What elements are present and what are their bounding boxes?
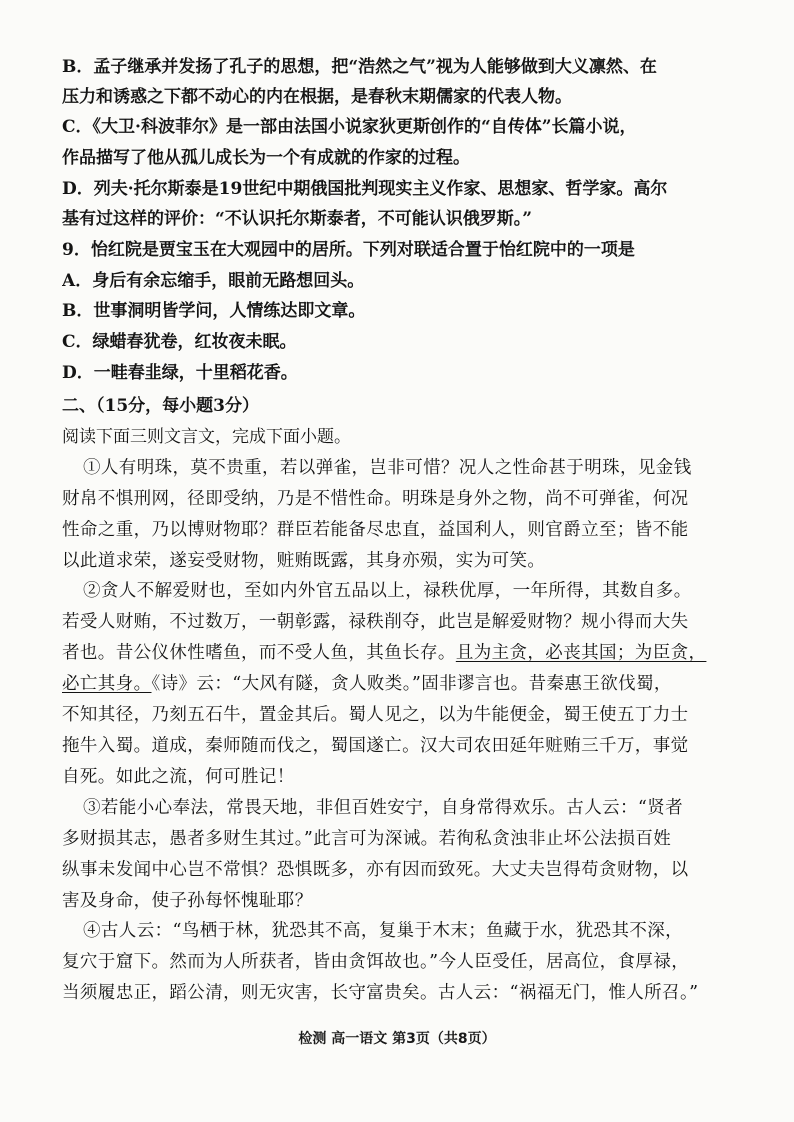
passage-p4-line1: ④古人云：“鸟栖于林，犹恐其不高，复巢于木末；鱼藏于水，犹恐其不深， (83, 921, 684, 941)
q8-option-d-line1: D．列夫·托尔斯泰是19世纪中期俄国批判现实主义作家、思想家、哲学家。高尔 (62, 179, 668, 199)
passage-p2-line3-text: 者也。昔公仪休性嗜鱼，而不受人鱼，其鱼长存。 (62, 643, 456, 663)
q8-option-d-line2: 基有过这样的评价：“不认识托尔斯泰者，不可能认识俄罗斯。” (62, 209, 533, 229)
passage-p1-line3: 性命之重，乃以博财物耶？群臣若能备尽忠直，益国利人，则官爵立至；皆不能 (62, 520, 689, 540)
passage-p1-line4: 以此道求荣，遂妄受财物，赃贿既露，其身亦殒，实为可笑。 (62, 551, 546, 571)
section-instruction: 阅读下面三则文言文，完成下面小题。 (62, 427, 351, 447)
passage-p3-line1: ③若能小心奉法，常畏天地，非但百姓安宁，自身常得欢乐。古人云：“贤者 (83, 798, 684, 818)
passage-p2-line5: 不知其径，乃刻五石牛，置金其后。蜀人见之，以为牛能便金，蜀王使五丁力士 (62, 705, 689, 725)
passage-p2-line2: 若受人财贿，不过数万，一朝彰露，禄秩削夺，此岂是解爱财物？规小得而大失 (62, 612, 689, 632)
passage-p1-line2: 财帛不惧刑网，径即受纳，乃是不惜性命。明珠是身外之物，尚不可弹雀，何况 (62, 489, 689, 509)
section-heading: 二、（15分，每小题3分） (62, 396, 259, 416)
passage-p4-line2: 复穴于窟下。然而为人所获者，皆由贪饵故也。”今人臣受任，居高位，食厚禄， (62, 952, 690, 972)
passage-p1-line1: ①人有明珠，莫不贵重，若以弹雀，岂非可惜？况人之性命甚于明珠，见金钱 (83, 458, 692, 478)
q9-option-d: D．一畦春韭绿，十里稻花香。 (62, 363, 298, 383)
q9-option-b: B．世事洞明皆学问，人情练达即文章。 (62, 301, 366, 321)
passage-p4-line3: 当须履忠正，蹈公清，则无灾害，长守富贵矣。古人云：“祸福无门，惟人所召。” (62, 983, 699, 1003)
q8-option-c-line2: 作品描写了他从孤儿成长为一个有成就的作家的过程。 (62, 148, 470, 168)
passage-p2-line3 (62, 642, 738, 664)
passage-p2-line6: 拖牛入蜀。道成，秦师随而伐之，蜀国遂亡。汉大司农田延年赃贿三千万，事觉 (62, 736, 689, 756)
page-footer: 检测 高一语文 第3页（共8页） (298, 1031, 496, 1047)
q8-option-c-line1: C．《大卫·科波菲尔》是一部由法国小说家狄更斯创作的“自传体”长篇小说， (62, 117, 637, 137)
passage-p2-line4 (62, 673, 738, 695)
passage-p3-line3: 纵事未发闻中心岂不常惧？恐惧既多，亦有因而致死。大丈夫岂得苟贪财物，以 (62, 860, 689, 880)
underlined-sentence-part2: 必亡其身。 (62, 674, 152, 694)
q9-option-a: A．身后有余忘缩手，眼前无路想回头。 (62, 271, 365, 291)
passage-p2-line7: 自死。如此之流，何可胜记！ (62, 767, 295, 787)
passage-p2-line4-text: 《诗》云：“大风有隧，贪人败类。”固非谬言也。昔秦惠王欲伐蜀， (151, 674, 672, 694)
q9-option-c: C．绿蜡春犹卷，红妆夜未眠。 (62, 332, 297, 352)
passage-p2-line1: ②贪人不解爱财也，至如内外官五品以上，禄秩优厚，一年所得，其数自多。 (83, 581, 692, 601)
underlined-sentence-part1: 且为主贪，必丧其国；为臣贪， (455, 643, 707, 663)
q9-stem: 9．怡红院是贾宝玉在大观园中的居所。下列对联适合置于怡红院中的一项是 (62, 240, 635, 260)
q8-option-b-line1: B．孟子继承并发扬了孔子的思想，把“浩然之气”视为人能够做到大义凛然、在 (62, 57, 657, 77)
passage-p3-line2: 多财损其志，愚者多财生其过。”此言可为深诫。若徇私贪浊非止坏公法损百姓 (62, 829, 672, 849)
passage-p3-line4: 害及身命，使子孙每怀愧耻耶？ (62, 891, 313, 911)
q8-option-b-line2: 压力和诱惑之下都不动心的内在根据，是春秋末期儒家的代表人物。 (62, 87, 572, 107)
